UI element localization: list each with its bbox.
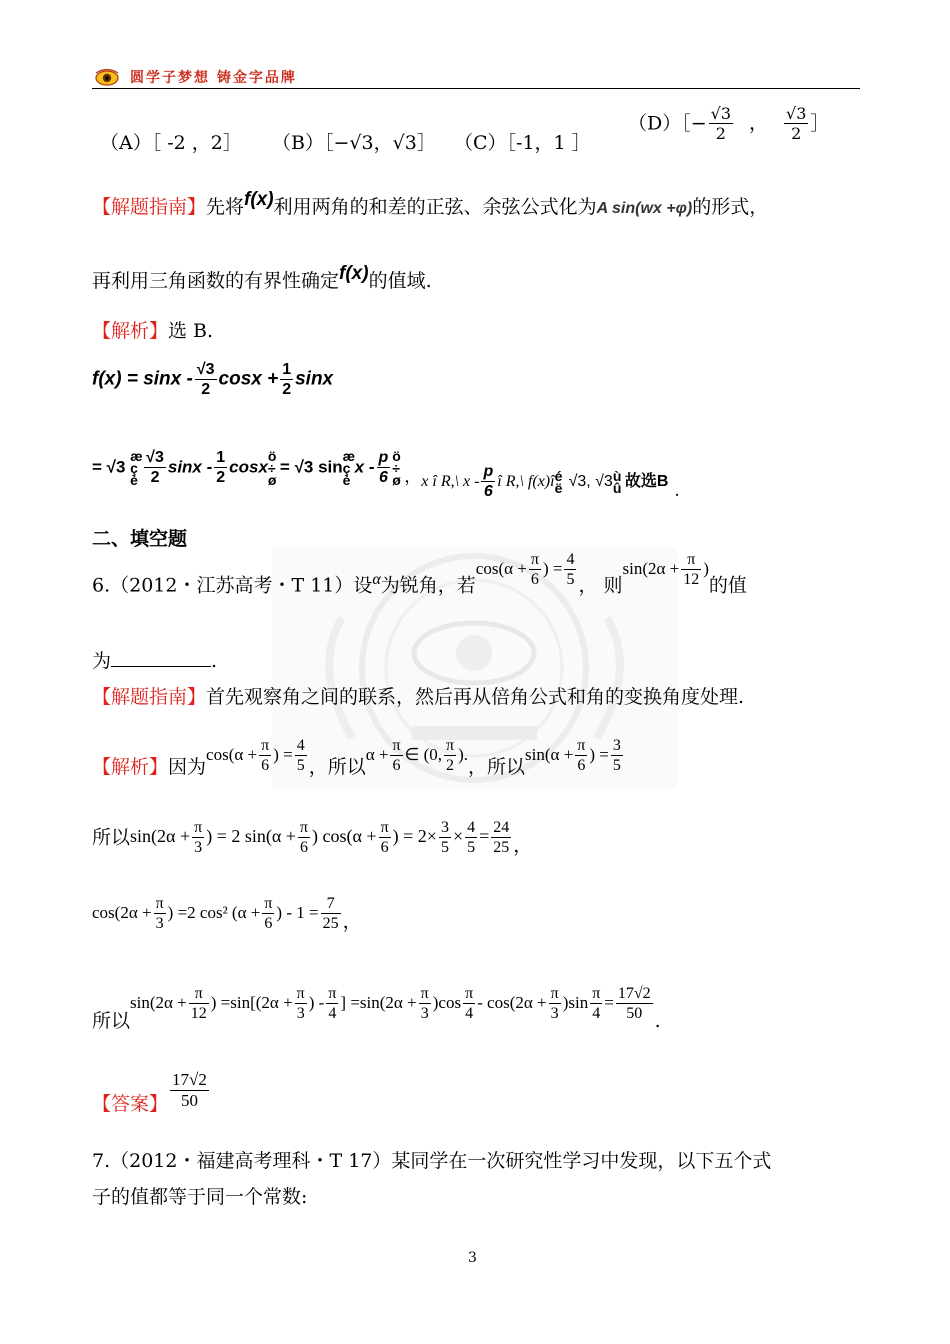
q5-eq2-i: é ë — [554, 467, 563, 496]
q6-solution-t1: 因为 — [168, 756, 207, 779]
q6-l3-frac2-den: 6 — [264, 915, 273, 933]
q6-s3-frac1 — [575, 736, 587, 775]
q5-eq2-frac4-num: p — [481, 462, 495, 482]
q6-l4-frac1-num: π — [189, 984, 209, 1004]
q6-l4-e: )cos — [432, 992, 462, 1012]
q5-eq1-frac2 — [280, 360, 293, 399]
q6-l2-frac1-num: π — [192, 818, 204, 838]
q6-l3-frac1 — [154, 894, 166, 933]
q6-line3 — [92, 894, 362, 933]
q5-solution-text: 选 B. — [168, 320, 214, 342]
option-d-frac1 — [709, 104, 733, 143]
q5-guide-text2: 利用两角的和差的正弦、余弦公式化为 — [273, 196, 597, 218]
q6-l3-frac3-den: 25 — [322, 915, 339, 933]
q6-s2-frac1-den: 6 — [392, 757, 401, 775]
q5-eq2-frac3 — [377, 448, 391, 487]
q5-eq2 — [92, 447, 680, 501]
q6-cond-b: ) = — [542, 558, 563, 578]
option-b-sep: ， — [373, 132, 393, 154]
q6-l2-frac1-den: 3 — [194, 839, 203, 857]
q6-l2-d: ) = 2× — [392, 825, 437, 846]
q5-fx-2: f(x) — [339, 263, 369, 284]
q6-solution-t2: ，所以 — [308, 756, 366, 779]
q5-eq2-frac4-den: 6 — [483, 483, 493, 501]
q6-cond — [475, 551, 579, 589]
q5-eq2-a: = √3 — [92, 457, 131, 477]
q6-s1-frac2-num: 4 — [295, 736, 307, 756]
q5-fx: f(x) — [244, 189, 274, 210]
q6-stem-a: 6.（2012・江苏高考・T 11）设 — [92, 574, 373, 597]
q6-s2-frac2-num: π — [444, 736, 456, 756]
q6-l4-frac2-den: 3 — [296, 1005, 305, 1023]
q5-guide-line2-a: 再利用三角函数的有界性确定 — [92, 270, 340, 292]
q6-s1-frac2 — [295, 736, 307, 775]
q6-l4-g: )sin — [562, 992, 589, 1012]
q6-answer-den: 50 — [180, 1091, 198, 1111]
q6-solution — [92, 736, 625, 779]
q6-answer-num: 17√2 — [170, 1070, 209, 1091]
q6-l4-frac2-num: π — [295, 984, 307, 1004]
q6-l2-c: ) cos(α + — [312, 825, 377, 846]
q6-s2-frac2-den: 2 — [446, 757, 455, 775]
q6-l3-a: cos(2α + — [92, 902, 152, 922]
q6-l4-frac4-num: π — [419, 984, 431, 1004]
q6-l4-frac1 — [189, 984, 209, 1023]
q6-l2-frac4-den: 5 — [440, 839, 449, 857]
header-title: 圆学子梦想 铸金字品牌 — [130, 70, 297, 86]
page-number: 3 — [468, 1250, 477, 1266]
q6-l4-frac5-den: 4 — [465, 1005, 474, 1023]
q6-s3-a: sin(α + — [525, 744, 574, 764]
q6-solution-t3: ，所以 — [468, 756, 526, 779]
q6-l4-frac6 — [549, 984, 561, 1023]
q6-l3-frac3-num: 7 — [321, 894, 341, 914]
q6-s1 — [206, 737, 309, 775]
q7-line2: 子的值都等于同一个常数: — [92, 1186, 308, 1208]
q5-eq2-d: = √3 sin — [279, 457, 343, 477]
q5-eq2-frac2-den: 2 — [216, 469, 226, 487]
q5-guide-label: 【解题指南】 — [92, 196, 207, 218]
q5-eq2-j: √3, √3 — [568, 473, 613, 491]
q6-alpha: α — [372, 571, 381, 589]
q6-s3-frac1-num: π — [575, 736, 587, 756]
q6-l2-frac4 — [439, 818, 451, 857]
q6-s1-frac1-den: 6 — [261, 757, 270, 775]
q6-l4-frac8-num: 17√2 — [616, 984, 653, 1004]
q6-s3-frac2-den: 5 — [612, 757, 621, 775]
q5-eq2-frac1-den: 2 — [150, 469, 160, 487]
q6-guide-text: 首先观察角之间的联系，然后再从倍角公式和角的变换角度处理. — [206, 686, 745, 708]
q6-l4-frac1-den: 12 — [190, 1005, 207, 1023]
q6-l4-frac4 — [419, 984, 431, 1023]
q6-stem-b: 为锐角，若 — [380, 574, 476, 597]
q6-s3-frac2-num: 3 — [611, 736, 623, 756]
q6-l4-frac3-num: π — [326, 984, 338, 1004]
q6-s3-frac1-den: 6 — [577, 757, 586, 775]
q6-l2-a: sin(2α + — [130, 825, 191, 846]
q6-s1-b: ) = — [273, 744, 293, 764]
q6-s3-frac2 — [611, 736, 623, 775]
q6-s1-frac1 — [259, 736, 271, 775]
q5-guide — [92, 189, 769, 220]
q6-l2-label: 所以 — [92, 826, 131, 849]
q5-eq1-frac2-den: 2 — [282, 381, 292, 399]
q6-s3-b: ) = — [589, 744, 609, 764]
q5-eq2-comma: ， — [404, 466, 422, 487]
q7-line1: 7.（2012・福建高考理科・T 17）某同学在一次研究性学习中发现，以下五个式 — [92, 1150, 772, 1172]
q6-l2-frac4-num: 3 — [439, 818, 451, 838]
q6-l2-frac2 — [298, 818, 310, 857]
q6-l4-expr — [130, 985, 655, 1023]
q6-l4-d: ] =sin(2α + — [340, 992, 417, 1012]
q6-s3 — [525, 737, 625, 775]
q6-l4-b: ) =sin[(2α + — [210, 992, 293, 1012]
q6-l4-frac7 — [590, 984, 602, 1023]
q6-ask-frac — [681, 550, 701, 589]
q5-eq2-b: sinx - — [167, 457, 213, 477]
q6-l4-h: = — [604, 992, 614, 1012]
q5-eq2-c: cosx — [229, 457, 268, 477]
q6-l3-frac2 — [262, 894, 274, 933]
q5-eq2-frac1 — [144, 448, 166, 487]
q6-stem-line2 — [92, 650, 217, 673]
q6-answer-frac — [170, 1070, 209, 1112]
q6-ask-b: ) — [703, 558, 709, 578]
q6-s2-frac1-num: π — [390, 736, 402, 756]
q6-l4-frac8-den: 50 — [626, 1005, 643, 1023]
q5-eq2-e: x - — [354, 457, 375, 477]
q6-ask-frac-den: 12 — [683, 571, 700, 589]
q6-cond-a: cos(α + — [475, 558, 527, 578]
q6-l2-frac3-num: π — [379, 818, 391, 838]
q6-l4-frac3-den: 4 — [328, 1005, 337, 1023]
option-d-prefix: （D）［− — [628, 112, 707, 135]
q6-l4-frac2 — [295, 984, 307, 1023]
q6-cond-frac1-den: 6 — [530, 571, 539, 589]
q6-cond-frac2-den: 5 — [566, 571, 575, 589]
q5-eq1-frac1-num: √3 — [195, 360, 217, 380]
q6-answer-label: 【答案】 — [92, 1093, 169, 1116]
q6-l2-frac3 — [379, 818, 391, 857]
q5-eq2-frac1-num: √3 — [144, 448, 166, 468]
q5-eq2-h: î R,\ f(x)î — [497, 473, 555, 491]
q6-l4-f: - cos(2α + — [477, 992, 547, 1012]
q5-eq2-open: æ ç è — [130, 447, 143, 488]
option-b-prefix: （B）［− — [272, 132, 350, 154]
q5-eq1-frac1 — [195, 360, 217, 399]
q6-stem-d: 的值 — [708, 574, 747, 597]
q6-solution-label: 【解析】 — [92, 756, 169, 779]
q6-cond-frac1 — [529, 550, 541, 589]
q6-l3-frac3 — [321, 894, 341, 933]
q6-l2-b: ) = 2 sin(α + — [206, 825, 296, 846]
q5-guide-text3: 的形式， — [692, 196, 769, 218]
q6-l4-frac4-den: 3 — [420, 1005, 429, 1023]
q6-l4-frac3 — [326, 984, 338, 1023]
option-d-sep: ， — [749, 112, 769, 135]
q6-l4-frac6-den: 3 — [550, 1005, 559, 1023]
q6-l2-frac1 — [192, 818, 204, 857]
q5-eq2-frac2 — [214, 448, 227, 487]
q6-ask-frac-num: π — [681, 550, 701, 570]
q5-guide-line2 — [92, 263, 432, 294]
q6-l2-frac2-den: 6 — [299, 839, 308, 857]
option-c: （C）［-1，1 ］ — [454, 132, 591, 154]
q6-l4-c: ) - — [308, 992, 325, 1012]
q6-ask-a: sin(2α + — [622, 558, 680, 578]
q5-eq2-k: ù û — [612, 467, 622, 496]
option-b — [272, 132, 436, 155]
q6-cond-frac1-num: π — [529, 550, 541, 570]
q5-eq2-frac4 — [481, 462, 495, 501]
option-b-v1: √3 — [349, 132, 374, 154]
section-title: 二、填空题 — [92, 528, 188, 550]
q6-l2-expr — [130, 819, 513, 857]
q6-answer-blank — [111, 666, 211, 667]
q6-l4-frac8 — [616, 984, 653, 1023]
q6-l2-frac6 — [491, 818, 511, 857]
q5-eq1 — [92, 360, 333, 399]
q5-eq1-c: sinx — [295, 368, 334, 390]
q6-l4-frac5 — [463, 984, 475, 1023]
q6-l4-a: sin(2α + — [130, 992, 187, 1012]
q6-l2-f: = — [479, 825, 490, 846]
q5-eq1-b: cosx + — [218, 368, 279, 390]
q5-eq2-frac2-num: 1 — [214, 448, 227, 468]
q5-solution — [92, 320, 213, 343]
q6-l4-label: 所以 — [92, 1010, 131, 1033]
option-b-v2: √3 — [392, 132, 417, 154]
q6-l4-frac5-num: π — [463, 984, 475, 1004]
q6-l2-frac6-num: 24 — [491, 818, 511, 838]
q5-eq2-frac3-den: 6 — [378, 469, 388, 487]
q5-asin: A sin(wx +φ) — [596, 200, 693, 217]
q6-s2-frac1 — [390, 736, 402, 775]
q5-eq2-dot: . — [674, 480, 680, 501]
q5-eq1-frac1-den: 2 — [201, 381, 211, 399]
q5-eq1-a: f(x) = sinx - — [92, 368, 193, 390]
q6-ask — [622, 551, 709, 589]
q5-guide-text1: 先将 — [206, 196, 245, 218]
q6-answer — [92, 1070, 211, 1116]
q6-stem-e: 为 — [92, 650, 112, 672]
q6-line2 — [92, 818, 532, 857]
q5-guide-line2-b: 的值域. — [368, 270, 432, 292]
q5-eq2-frac3-num: p — [377, 448, 391, 468]
q6-line4 — [92, 984, 661, 1033]
q6-guide — [92, 686, 744, 709]
q6-stem-c: ， 则 — [578, 574, 623, 597]
q6-l3-frac1-num: π — [154, 894, 166, 914]
q6-cond-frac2-num: 4 — [564, 550, 576, 570]
option-d-frac2-num: √3 — [786, 104, 807, 123]
q6-s2-frac2 — [444, 736, 456, 775]
q6-s1-frac2-den: 5 — [296, 757, 305, 775]
q6-stem-f: . — [211, 650, 218, 672]
option-d-frac2-den: 2 — [791, 124, 802, 144]
q5-eq1-frac2-num: 1 — [280, 360, 293, 380]
q6-l4-i: . — [654, 1010, 661, 1033]
q6-l2-frac6-den: 25 — [493, 839, 510, 857]
q6-cond-frac2 — [564, 550, 576, 589]
q6-s2-a: α + — [365, 744, 389, 764]
q6-l3-c: ) - 1 = — [276, 902, 319, 922]
q5-eq2-close2: ö ÷ ø — [392, 447, 401, 488]
q6-l2-frac3-den: 6 — [380, 839, 389, 857]
q5-eq2-open2: æ ç è — [342, 447, 356, 488]
option-d-frac2 — [784, 104, 808, 143]
q6-l3-frac1-den: 3 — [155, 915, 164, 933]
q6-s2 — [365, 737, 469, 775]
eye-logo-icon — [94, 67, 120, 87]
q6-l4-frac7-num: π — [590, 984, 602, 1004]
q6-s1-a: cos(α + — [206, 744, 258, 764]
q5-eq2-g: x î R,\ x - — [421, 473, 480, 491]
q6-guide-label: 【解题指南】 — [92, 686, 207, 708]
q6-l2-frac2-num: π — [298, 818, 310, 838]
q6-l3-b: ) =2 cos² (α + — [167, 902, 261, 922]
q6-l3-expr — [92, 895, 343, 933]
q6-l3-d: ， — [342, 910, 362, 933]
q6-s1-frac1-num: π — [259, 736, 271, 756]
option-a: （A）［ -2 ，2］ — [100, 132, 242, 154]
option-d-frac1-num: √3 — [710, 104, 732, 123]
q6-l2-frac5-num: 4 — [465, 818, 477, 838]
q6-l3-frac2-num: π — [262, 894, 274, 914]
q6-l2-g: ， — [513, 834, 533, 857]
header-divider — [92, 88, 860, 89]
q5-eq2-tail: 故选B — [624, 473, 669, 491]
option-d-suffix: ］ — [810, 112, 830, 135]
q6-l4-frac6-num: π — [549, 984, 561, 1004]
option-d-frac1-den: 2 — [715, 124, 726, 144]
option-d — [628, 104, 829, 143]
q6-s2-c: ). — [458, 744, 469, 764]
q5-eq2-close: ö ÷ ø — [267, 447, 277, 488]
q6-stem — [92, 551, 747, 605]
q6-s2-b: ∈ (0, — [404, 744, 443, 764]
q5-solution-label: 【解析】 — [92, 320, 169, 342]
option-b-suffix: ］ — [416, 132, 436, 154]
q6-l4-frac7-den: 4 — [592, 1005, 601, 1023]
q6-l2-frac5 — [465, 818, 477, 857]
q6-l2-frac5-den: 5 — [467, 839, 476, 857]
q6-l2-e: × — [452, 825, 464, 846]
